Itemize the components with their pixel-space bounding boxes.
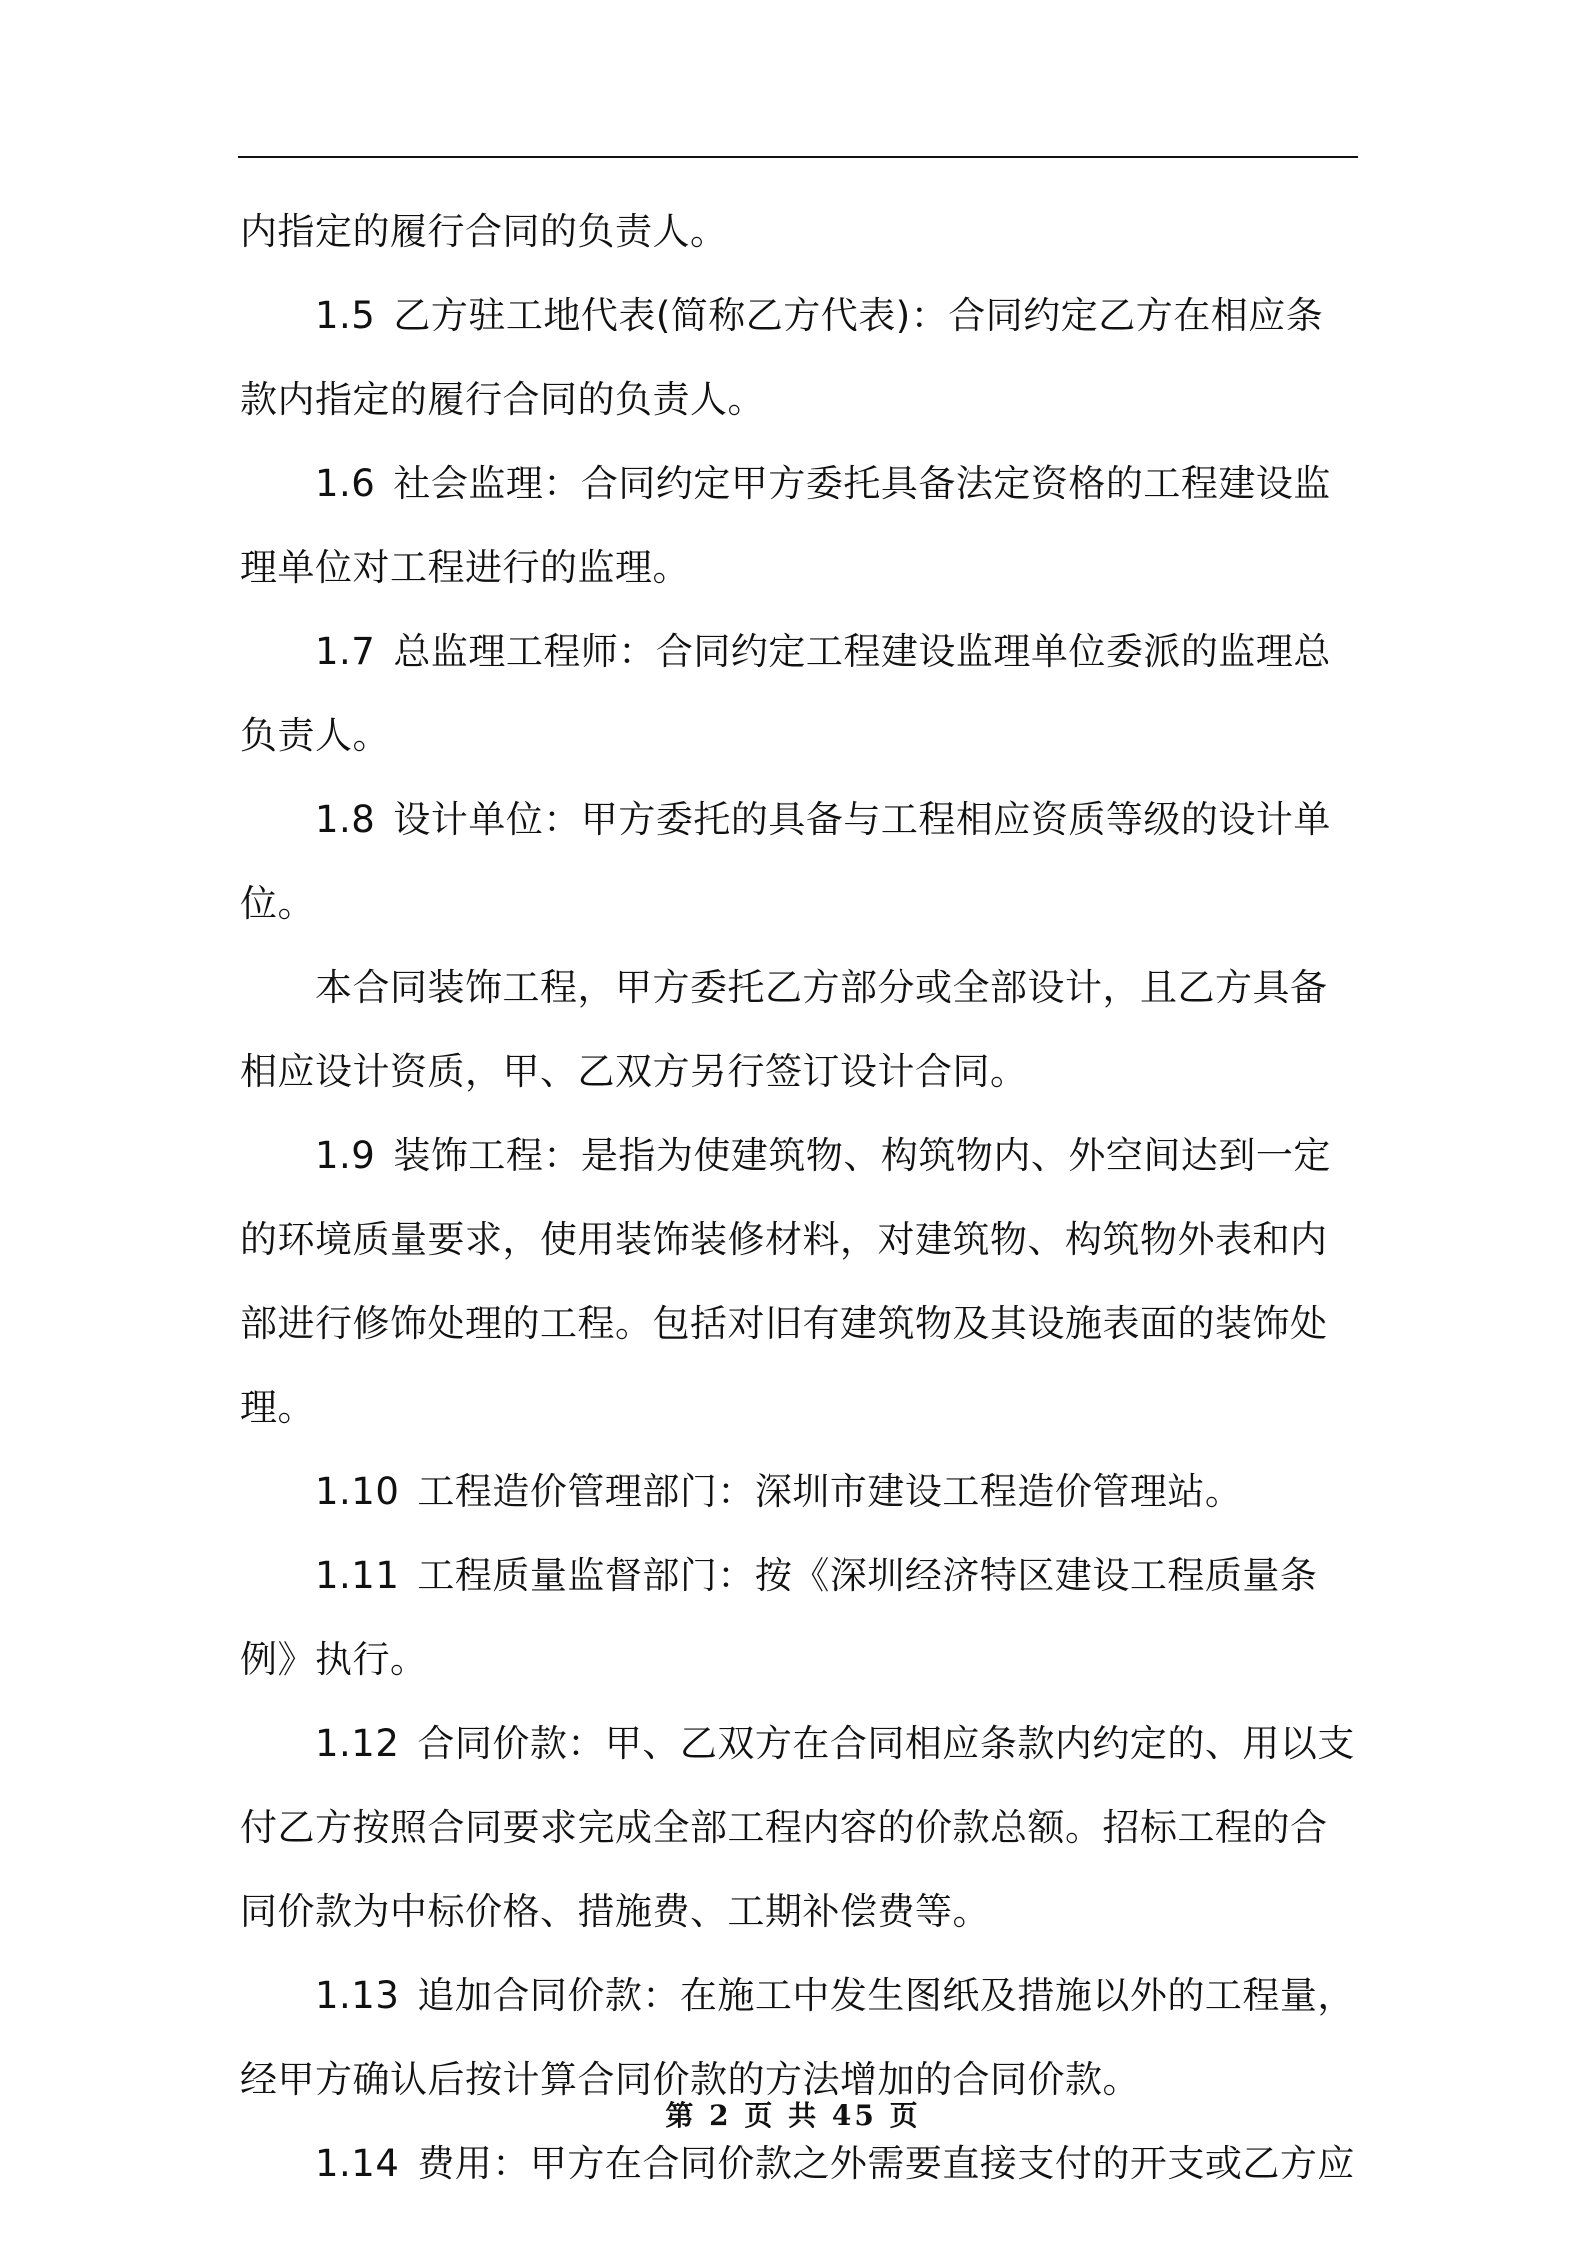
paragraph: [240, 610, 1360, 778]
paragraph-text: 乙方驻工地代表(简称乙方代表)：合同约定乙方在相应条款内指定的履行合同的负责人。: [240, 294, 1324, 421]
page-number-footer: 第 2 页 共 45 页: [665, 2099, 921, 2132]
paragraph: [240, 274, 1360, 442]
paragraph-text: 工程质量监督部门：按《深圳经济特区建设工程质量条例》执行。: [240, 1554, 1318, 1681]
paragraph-text: 合同价款：甲、乙双方在合同相应条款内约定的、用以支付乙方按照合同要求完成全部工程内容的价款总额。招标工程的合同价款为中标价格、措施费、工期补偿费等。: [240, 1722, 1355, 1933]
paragraph: [240, 1702, 1360, 1954]
clause-number: 1.14: [315, 2142, 400, 2185]
paragraph: [240, 1450, 1360, 1534]
clause-number: 1.13: [315, 1974, 400, 2017]
paragraph-text: 设计单位：甲方委托的具备与工程相应资质等级的设计单位。: [240, 798, 1331, 925]
paragraph-text: 装饰工程：是指为使建筑物、构筑物内、外空间达到一定的环境质量要求，使用装饰装修材料，对建筑物、构筑物外表和内部进行修饰处理的工程。包括对旧有建筑物及其设施表面的装饰处理。: [240, 1134, 1331, 1429]
clause-number: 1.10: [315, 1470, 400, 1513]
paragraph: [240, 2122, 1360, 2206]
paragraph: [240, 946, 1360, 1114]
paragraph: [240, 778, 1360, 946]
paragraph: [240, 442, 1360, 610]
paragraph: [240, 190, 1360, 274]
paragraph-text: 总监理工程师：合同约定工程建设监理单位委派的监理总负责人。: [240, 630, 1331, 757]
document-body: [240, 190, 1360, 2206]
clause-number: 1.5: [315, 294, 376, 337]
paragraph-text: 社会监理：合同约定甲方委托具备法定资格的工程建设监理单位对工程进行的监理。: [240, 462, 1331, 589]
clause-number: 1.9: [315, 1134, 376, 1177]
clause-number: 1.6: [315, 462, 376, 505]
clause-number: 1.11: [315, 1554, 400, 1597]
paragraph: [240, 1534, 1360, 1702]
clause-number: 1.12: [315, 1722, 400, 1765]
paragraph-text: 本合同装饰工程，甲方委托乙方部分或全部设计，且乙方具备相应设计资质，甲、乙双方另行签订设计合同。: [240, 966, 1328, 1093]
paragraph-text: 追加合同价款：在施工中发生图纸及措施以外的工程量，经甲方确认后按计算合同价款的方法增加的合同价款。: [240, 1974, 1355, 2101]
paragraph: [240, 1114, 1360, 1450]
clause-number: 1.8: [315, 798, 376, 841]
header-rule: [238, 156, 1358, 158]
paragraph-text: 工程造价管理部门：深圳市建设工程造价管理站。: [417, 1470, 1243, 1513]
paragraph-text: 内指定的履行合同的负责人。: [240, 210, 728, 253]
paragraph-text: 费用：甲方在合同价款之外需要直接支付的开支或乙方应: [417, 2142, 1355, 2185]
clause-number: 1.7: [315, 630, 376, 673]
